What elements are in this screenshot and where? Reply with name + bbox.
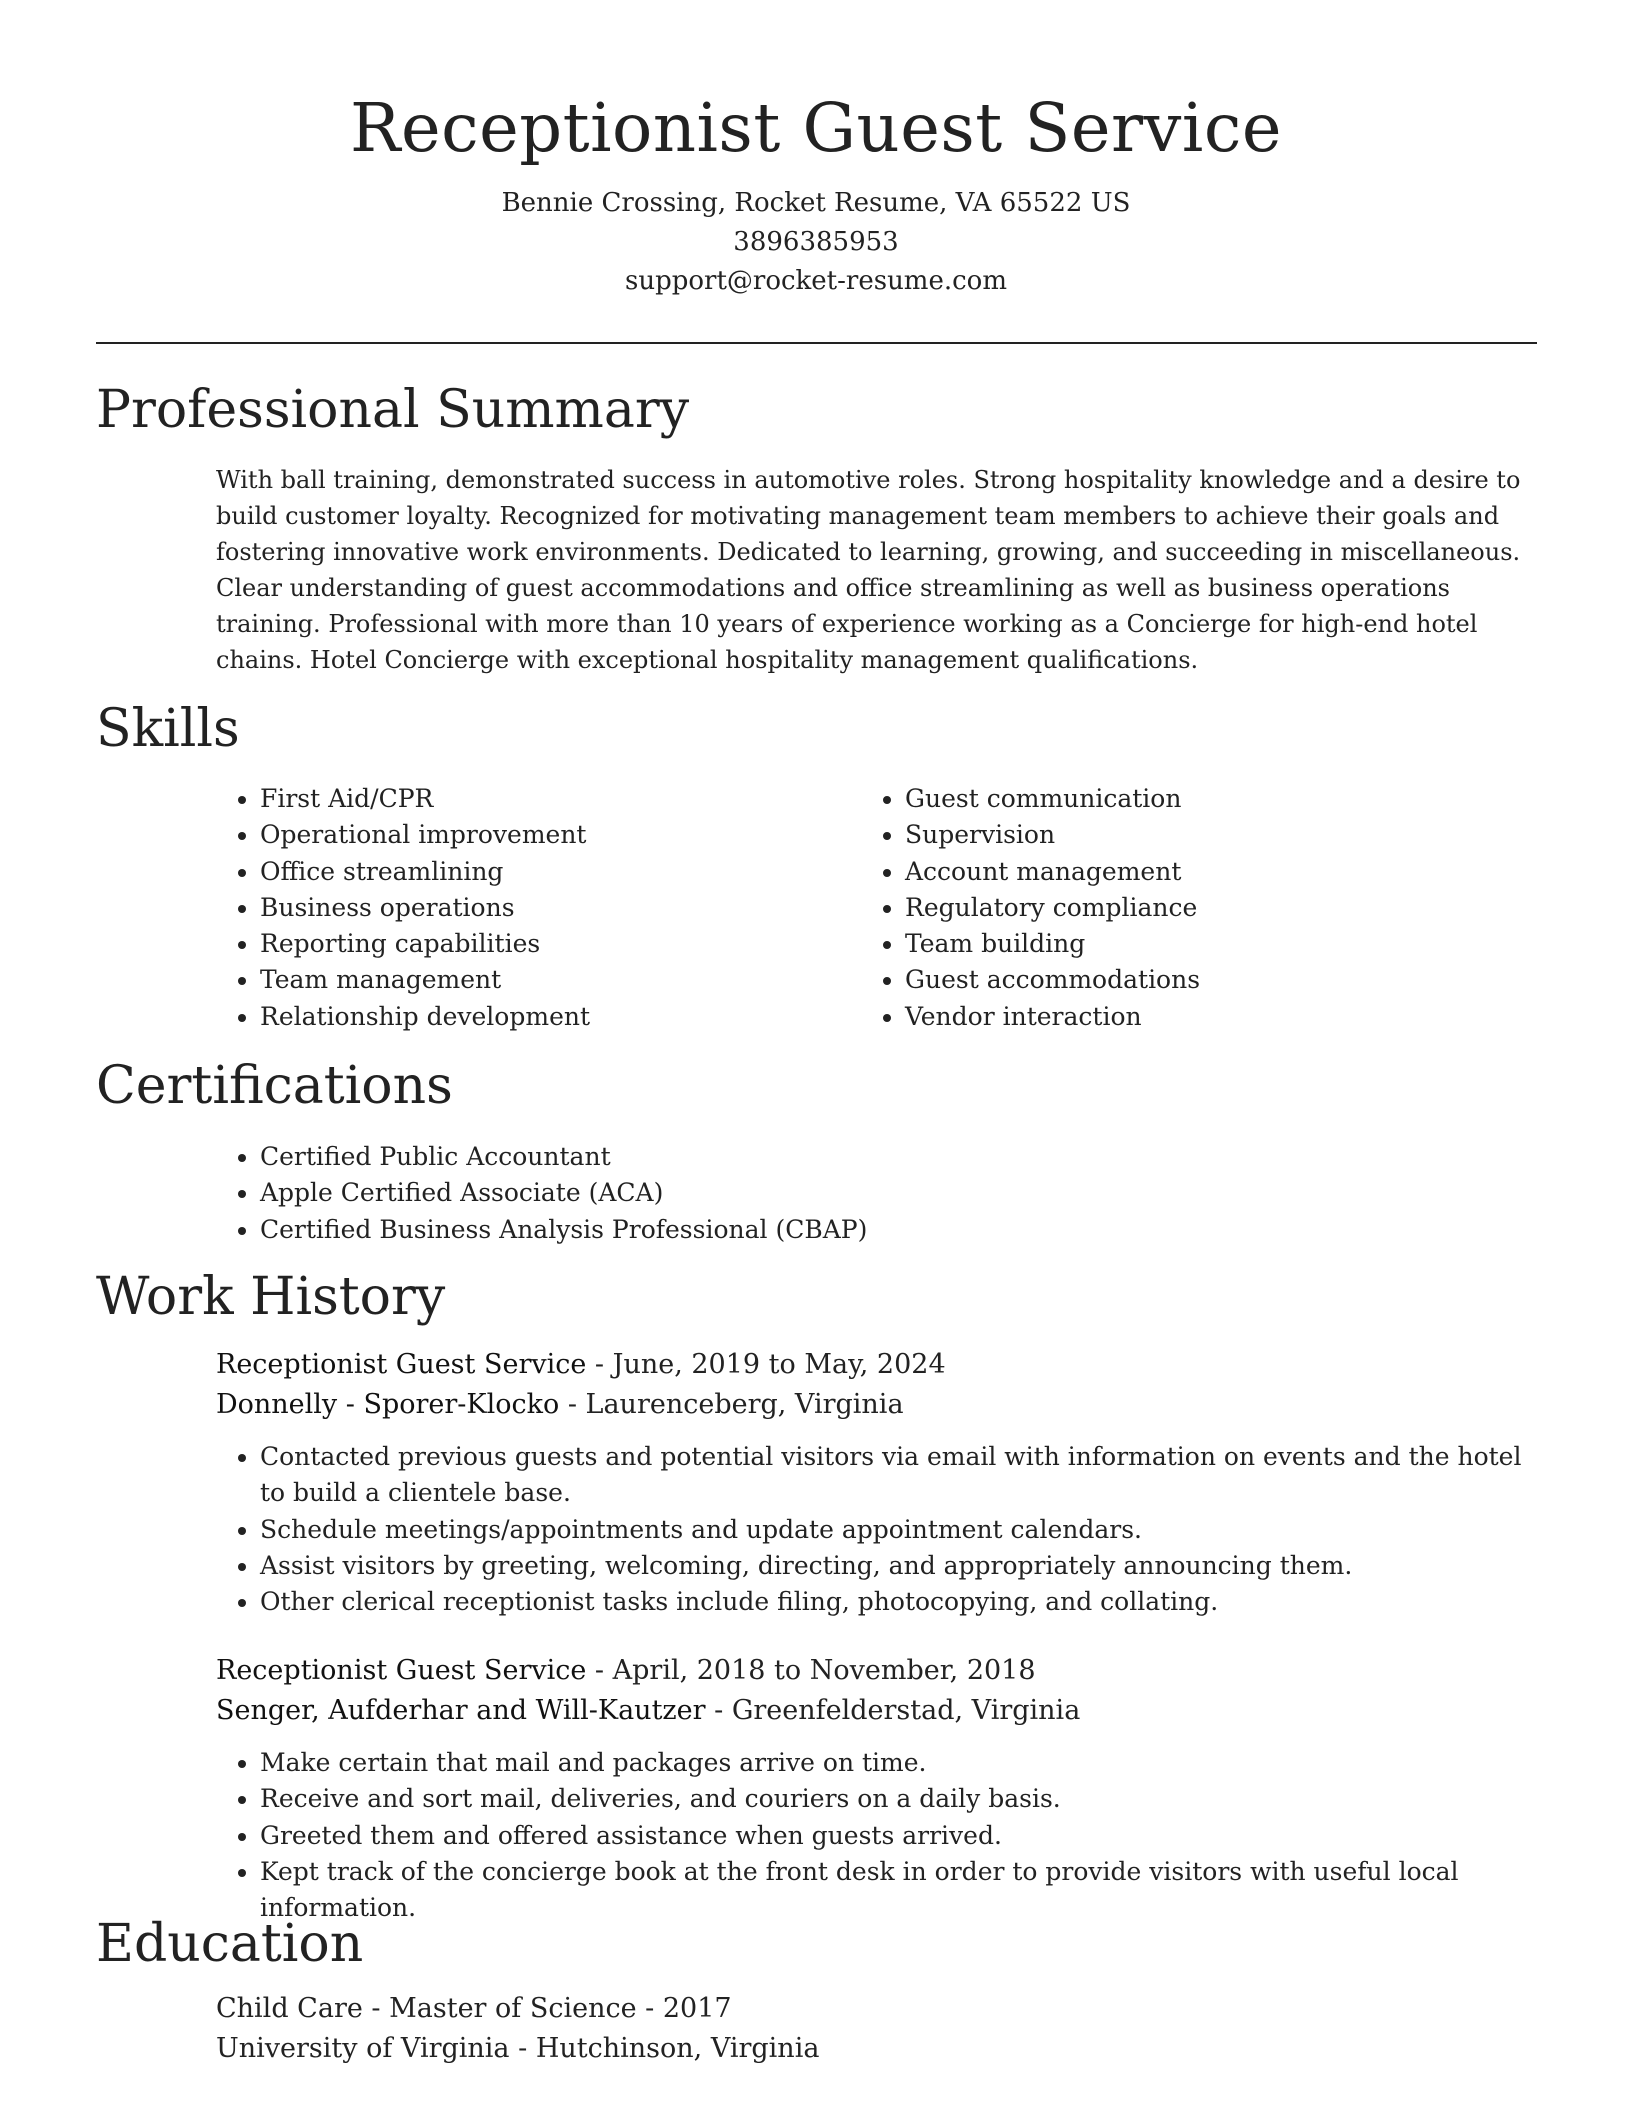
education-degree: - Master of Science - 2017 [362, 1993, 732, 2024]
job-duties-list [216, 1439, 1541, 1620]
job-dates: - April, 2018 to November, 2018 [586, 1655, 1036, 1686]
education-school-line [216, 2029, 1541, 2069]
job-company-line [216, 1691, 1541, 1731]
resume-header [0, 84, 1632, 301]
job-duty: • Schedule meetings/appointments and update appointment calendars. [260, 1512, 1541, 1548]
job-company: Donnelly - Sporer-Klocko [216, 1389, 560, 1420]
certification-item: • Apple Certified Associate (ACA) [260, 1175, 1516, 1211]
skill-item: • Account management [905, 854, 1501, 890]
job-duty: • Contacted previous guests and potential visitors via email with information on events and the hotel to build a clientele base. [260, 1439, 1541, 1512]
skills-right-list [861, 781, 1501, 1035]
job-company-line [216, 1385, 1541, 1425]
job-duty: • Receive and sort mail, deliveries, and couriers on a daily basis. [260, 1781, 1541, 1817]
job-location: - Greenfelderstad, Virginia [705, 1695, 1081, 1726]
job-duty: • Greeted them and offered assistance when guests arrived. [260, 1818, 1541, 1854]
skills-right-column [861, 781, 1501, 1035]
job-duty: • Other clerical receptionist tasks include filing, photocopying, and collating. [260, 1584, 1541, 1620]
skill-item: • Office streamlining [260, 854, 856, 890]
job-entry [216, 1651, 1541, 1926]
certifications-heading: Certifications [96, 1056, 453, 1116]
job-location: - Laurenceberg, Virginia [559, 1389, 904, 1420]
job-company: Senger, Aufderhar and Will-Kautzer [216, 1695, 706, 1726]
skills-left-column [216, 781, 856, 1035]
job-role: Receptionist Guest Service [216, 1349, 587, 1380]
header-divider [96, 342, 1537, 344]
skill-item: • Business operations [260, 890, 856, 926]
skills-heading: Skills [96, 699, 240, 759]
skill-item: • Reporting capabilities [260, 926, 856, 962]
skill-item: • First Aid/CPR [260, 781, 856, 817]
job-duty: • Assist visitors by greeting, welcoming, directing, and appropriately announcing them. [260, 1548, 1541, 1584]
work-history-heading: Work History [96, 1267, 446, 1327]
skill-item: • Guest communication [905, 781, 1501, 817]
contact-email: support@rocket-resume.com [624, 266, 1007, 296]
job-duty: • Make certain that mail and packages arrive on time. [260, 1745, 1541, 1781]
contact-info [0, 184, 1632, 301]
job-role: Receptionist Guest Service [216, 1655, 587, 1686]
skill-item: • Vendor interaction [905, 999, 1501, 1035]
certification-item: • Certified Public Accountant [260, 1139, 1516, 1175]
job-duties-list [216, 1745, 1541, 1926]
job-title-line [216, 1345, 1541, 1385]
certification-item: • Certified Business Analysis Professional (CBAP) [260, 1212, 1516, 1248]
job-duty: • Kept track of the concierge book at the front desk in order to provide visitors with useful local information. [260, 1854, 1541, 1927]
skill-item: • Guest accommodations [905, 962, 1501, 998]
candidate-name: Receptionist Guest Service [350, 89, 1282, 167]
skill-item: • Operational improvement [260, 817, 856, 853]
job-title-line [216, 1651, 1541, 1691]
certifications-block [216, 1139, 1516, 1248]
job-dates: - June, 2019 to May, 2024 [586, 1349, 946, 1380]
summary-text: With ball training, demonstrated success in automotive roles. Strong hospitality knowledge and a desire to build customer loyalty. Recognized for motivating management team members to achieve their goals and fostering innovative work environments. Dedicated to learning, growing, and succeeding in miscellaneous. Clear understanding of guest accommodations and office streamlining as well as business operations training. Professional with more than 10 years of experience working as a Concierge for high-end hotel chains. Hotel Concierge with exceptional hospitality management qualifications. [216, 466, 1521, 674]
education-degree-line [216, 1989, 1541, 2029]
education-entry [216, 1989, 1541, 2069]
skill-item: • Relationship development [260, 999, 856, 1035]
education-school: University of Virginia [216, 2033, 510, 2064]
job-entry [216, 1345, 1541, 1620]
education-field: Child Care [216, 1993, 363, 2024]
skills-left-list [216, 781, 856, 1035]
education-location: - Hutchinson, Virginia [509, 2033, 820, 2064]
contact-phone: 3896385953 [733, 227, 899, 257]
skill-item: • Regulatory compliance [905, 890, 1501, 926]
skill-item: • Team management [260, 962, 856, 998]
skill-item: • Supervision [905, 817, 1501, 853]
summary-heading: Professional Summary [96, 380, 690, 440]
education-heading: Education [96, 1914, 364, 1974]
contact-address: Bennie Crossing, Rocket Resume, VA 65522 US [501, 188, 1131, 218]
skill-item: • Team building [905, 926, 1501, 962]
certifications-list [216, 1139, 1516, 1248]
